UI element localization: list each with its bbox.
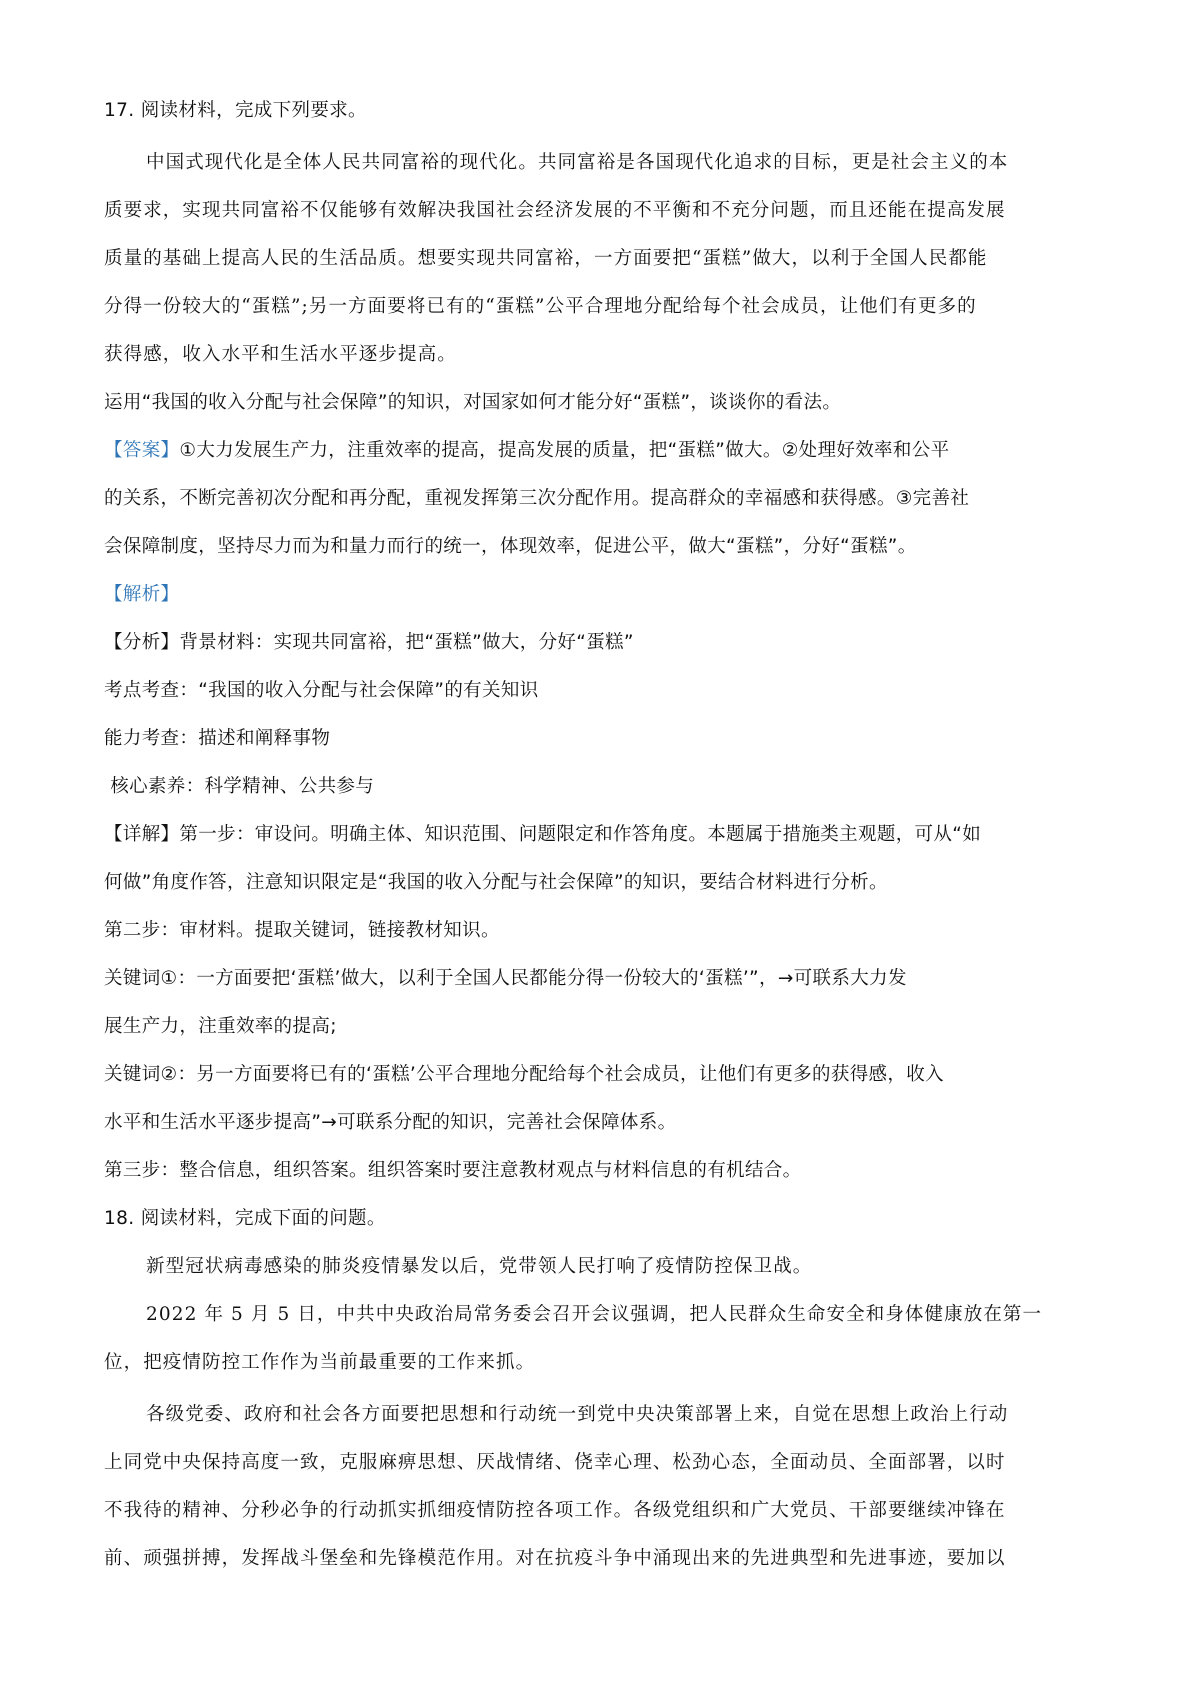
q17-answer-line: 的关系，不断完善初次分配和再分配，重视发挥第三次分配作用。提高群众的幸福感和获得感。③完善社 <box>104 488 970 509</box>
q17-detail-line: 关键词①：一方面要把‘蛋糕’做大，以利于全国人民都能分得一份较大的‘蛋糕’”，→可联系大力发 <box>104 968 907 989</box>
q17-analysis-line: 能力考查：描述和阐释事物 <box>104 728 331 749</box>
answer-tag: 【答案】 <box>104 440 180 461</box>
q18-material-line: 不我待的精神、分秒必争的行动抓实抓细疫情防控各项工作。各级党组织和广大党员、干部要继续冲锋在 <box>104 1500 1006 1521</box>
q18-material-line: 新型冠状病毒感染的肺炎疫情暴发以后，党带领人民打响了疫情防控保卫战。 <box>146 1256 813 1277</box>
q17-detail-line: 第二步：审材料。提取关键词，链接教材知识。 <box>104 920 500 941</box>
q17-material-line: 质量的基础上提高人民的生活品质。想要实现共同富裕，一方面要把“蛋糕”做大，以利于全国人民都能 <box>104 248 988 269</box>
q18-material-line: 上同党中央保持高度一致，克服麻痹思想、厌战情绪、侥幸心理、松劲心态，全面动员、全面部署，以时 <box>104 1452 1006 1473</box>
q17-detail-line: 展生产力，注重效率的提高; <box>104 1016 337 1037</box>
q17-answer-text: ①大力发展生产力，注重效率的提高，提高发展的质量，把“蛋糕”做大。②处理好效率和公平 <box>179 440 950 461</box>
q18-material-line: 各级党委、政府和社会各方面要把思想和行动统一到党中央决策部署上来，自觉在思想上政治上行动 <box>146 1404 1009 1425</box>
q17-detail-line: 关键词②：另一方面要将已有的‘蛋糕’公平合理地分配给每个社会成员，让他们有更多的获得感，收入 <box>104 1064 944 1085</box>
q17-material-line: 分得一份较大的“蛋糕”;另一方面要将已有的“蛋糕”公平合理地分配给每个社会成员，让他们有更多的 <box>104 296 977 317</box>
q17-analysis-line: 核心素养：科学精神、公共参与 <box>104 776 375 797</box>
q17-detail-line: 第三步：整合信息，组织答案。组织答案时要注意教材观点与材料信息的有机结合。 <box>104 1160 802 1181</box>
q17-answer-line-1 <box>104 439 1200 465</box>
question-18-title: 18. 阅读材料，完成下面的问题。 <box>104 1208 386 1229</box>
question-17-title: 17. 阅读材料，完成下列要求。 <box>104 100 367 121</box>
q17-analysis-line: 考点考查：“我国的收入分配与社会保障”的有关知识 <box>104 680 539 701</box>
q18-material-line: 前、顽强拼搏，发挥战斗堡垒和先锋模范作用。对在抗疫斗争中涌现出来的先进典型和先进事迹，要加以 <box>104 1548 1006 1569</box>
q17-material-line: 质要求，实现共同富裕不仅能够有效解决我国社会经济发展的不平衡和不充分问题，而且还能在提高发展 <box>104 200 1006 221</box>
q17-question: 运用“我国的收入分配与社会保障”的知识，对国家如何才能分好“蛋糕”，谈谈你的看法。 <box>104 392 842 413</box>
q17-material-line: 获得感，收入水平和生活水平逐步提高。 <box>104 344 457 365</box>
q18-material-line: 2022 年 5 月 5 日，中共中央政治局常务委会召开会议强调，把人民群众生命安全和身体健康放在第一 <box>146 1304 1043 1325</box>
analysis-tag: 【解析】 <box>104 584 180 605</box>
q17-analysis-line: 【分析】背景材料：实现共同富裕，把“蛋糕”做大，分好“蛋糕” <box>104 632 634 653</box>
q17-detail-line: 水平和生活水平逐步提高”→可联系分配的知识，完善社会保障体系。 <box>104 1112 677 1133</box>
q17-answer-line: 会保障制度，坚持尽力而为和量力而行的统一，体现效率，促进公平，做大“蛋糕”，分好“蛋糕”。 <box>104 536 917 557</box>
q17-material-line: 中国式现代化是全体人民共同富裕的现代化。共同富裕是各国现代化追求的目标，更是社会主义的本 <box>146 152 1009 173</box>
q17-detail-line: 何做”角度作答，注意知识限定是“我国的收入分配与社会保障”的知识，要结合材料进行分析。 <box>104 872 888 893</box>
q17-detail-line: 【详解】第一步：审设问。明确主体、知识范围、问题限定和作答角度。本题属于措施类主观题，可从“如 <box>104 824 982 845</box>
q18-material-line: 位，把疫情防控工作作为当前最重要的工作来抓。 <box>104 1352 536 1373</box>
